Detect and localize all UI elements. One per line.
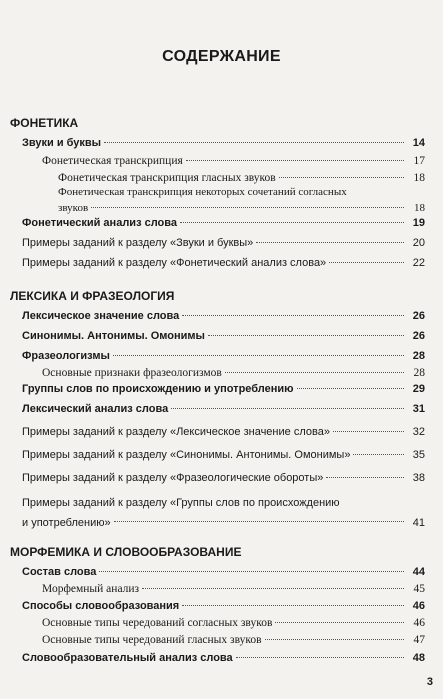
section-heading-lexicon: ЛЕКСИКА И ФРАЗЕОЛОГИЯ: [10, 289, 175, 303]
leader-dots: [142, 588, 404, 589]
toc-entry-title: Фразеологизмы: [22, 350, 110, 362]
leader-dots: [256, 242, 404, 243]
leader-dots: [326, 477, 404, 478]
leader-dots: [99, 571, 404, 572]
toc-entry[interactable]: [42, 617, 425, 630]
toc-entry[interactable]: [22, 652, 425, 665]
toc-entry-page: 28: [413, 367, 425, 379]
section-heading-morphemics: МОРФЕМИКА И СЛОВООБРАЗОВАНИЕ: [10, 545, 242, 559]
toc-entry-title: Примеры заданий к разделу «Фразеологические обороты»: [22, 472, 324, 484]
toc-entry-page: 46: [413, 617, 425, 629]
leader-dots: [329, 262, 404, 263]
toc-entry-title: Примеры заданий к разделу «Синонимы. Антонимы. Омонимы»: [22, 449, 351, 461]
leader-dots: [236, 657, 404, 658]
toc-entry-title: Основные признаки фразеологизмов: [42, 367, 222, 379]
leader-dots: [114, 521, 404, 522]
leader-dots: [171, 408, 404, 409]
toc-entry-title: Звуки и буквы: [22, 137, 102, 149]
toc-entry-title: Фонетическая транскрипция: [42, 155, 183, 167]
toc-entry-title: Примеры заданий к разделу «Лексическое значение слова»: [22, 426, 330, 438]
toc-entry[interactable]: [22, 403, 425, 416]
leader-dots: [186, 160, 404, 161]
toc-entry-title: Синонимы. Антонимы. Омонимы: [22, 330, 205, 342]
toc-entry-title: Словообразовательный анализ слова: [22, 652, 233, 664]
page-number: 3: [426, 676, 433, 688]
toc-entry-title: Примеры заданий к разделу «Фонетический анализ слова»: [22, 257, 327, 269]
toc-entry-title-line2: звуков: [58, 202, 89, 214]
toc-entry-page: 35: [412, 449, 425, 461]
toc-entry-page: 47: [413, 634, 425, 646]
toc-entry[interactable]: [42, 155, 425, 168]
section-heading-phonetics: ФОНЕТИКА: [10, 116, 79, 130]
leader-dots: [182, 605, 404, 606]
toc-entry[interactable]: [58, 184, 425, 216]
toc-entry-page: 19: [412, 217, 425, 229]
leader-dots: [225, 372, 404, 373]
toc-entry-page: 31: [412, 403, 425, 415]
toc-entry[interactable]: [22, 330, 425, 343]
toc-entry-title-line1: Фонетическая транскрипция некоторых сочетаний согласных: [58, 186, 347, 198]
leader-dots: [180, 222, 404, 223]
toc-entry[interactable]: [22, 449, 425, 462]
toc-entry[interactable]: [22, 237, 425, 250]
leader-dots: [353, 454, 404, 455]
toc-entry[interactable]: [22, 350, 425, 363]
toc-entry-page: 26: [412, 310, 425, 322]
toc-entry-page: 20: [412, 237, 425, 249]
toc-entry-title: Фонетический анализ слова: [22, 217, 178, 229]
leader-dots: [208, 335, 404, 336]
toc-entry[interactable]: [22, 472, 425, 485]
toc-entry-title: Основные типы чередований согласных звуков: [42, 617, 273, 629]
toc-entry-page: 18: [413, 172, 425, 184]
toc-entry[interactable]: [22, 493, 425, 533]
leader-dots: [265, 639, 404, 640]
toc-entry-page: 26: [412, 330, 425, 342]
toc-entry[interactable]: [22, 383, 425, 396]
toc-entry-title: Группы слов по происхождению и употреблению: [22, 383, 294, 395]
toc-entry[interactable]: [22, 257, 425, 270]
toc-entry-page: 45: [413, 583, 425, 595]
toc-entry[interactable]: [42, 583, 425, 596]
leader-dots: [297, 388, 404, 389]
toc-entry-page: 22: [412, 257, 425, 269]
toc-entry-page: 17: [413, 155, 425, 167]
toc-entry-page: 18: [414, 202, 425, 214]
toc-entry[interactable]: [22, 217, 425, 230]
leader-dots: [333, 431, 404, 432]
toc-entry-page: 28: [412, 350, 425, 362]
toc-entry-title-line1: Примеры заданий к разделу «Группы слов по происхождению: [22, 497, 340, 509]
toc-entry[interactable]: [22, 137, 425, 150]
page-title: СОДЕРЖАНИЕ: [162, 48, 281, 65]
toc-entry-page: 38: [412, 472, 425, 484]
toc-entry-title: Морфемный анализ: [42, 583, 140, 595]
toc-entry[interactable]: [42, 634, 425, 647]
toc-entry-title: Основные типы чередований гласных звуков: [42, 634, 262, 646]
toc-entry-page: 41: [412, 517, 425, 529]
toc-entry[interactable]: [22, 310, 425, 323]
toc-entry[interactable]: [22, 426, 425, 439]
toc-entry-title: Примеры заданий к разделу «Звуки и буквы»: [22, 237, 254, 249]
leader-dots: [279, 177, 404, 178]
toc-entry[interactable]: [42, 367, 425, 380]
toc-entry-page: 44: [412, 566, 425, 578]
toc-entry-page: 32: [412, 426, 425, 438]
leader-dots: [275, 622, 404, 623]
toc-entry[interactable]: [22, 600, 425, 613]
toc-entry-title: Способы словообразования: [22, 600, 180, 612]
toc-entry-title: Лексический анализ слова: [22, 403, 169, 415]
leader-dots: [182, 315, 404, 316]
toc-entry-page: 14: [412, 137, 425, 149]
leader-dots: [113, 355, 404, 356]
toc-entry[interactable]: [22, 566, 425, 579]
toc-entry-page: 29: [412, 383, 425, 395]
toc-entry-title: Фонетическая транскрипция гласных звуков: [58, 172, 276, 184]
toc-entry-title: Лексическое значение слова: [22, 310, 180, 322]
leader-dots: [91, 207, 404, 208]
toc-entry-page: 46: [412, 600, 425, 612]
toc-entry-title-line2: и употреблению»: [22, 517, 111, 529]
leader-dots: [104, 142, 404, 143]
toc-entry-page: 48: [412, 652, 425, 664]
toc-entry-title: Состав слова: [22, 566, 97, 578]
